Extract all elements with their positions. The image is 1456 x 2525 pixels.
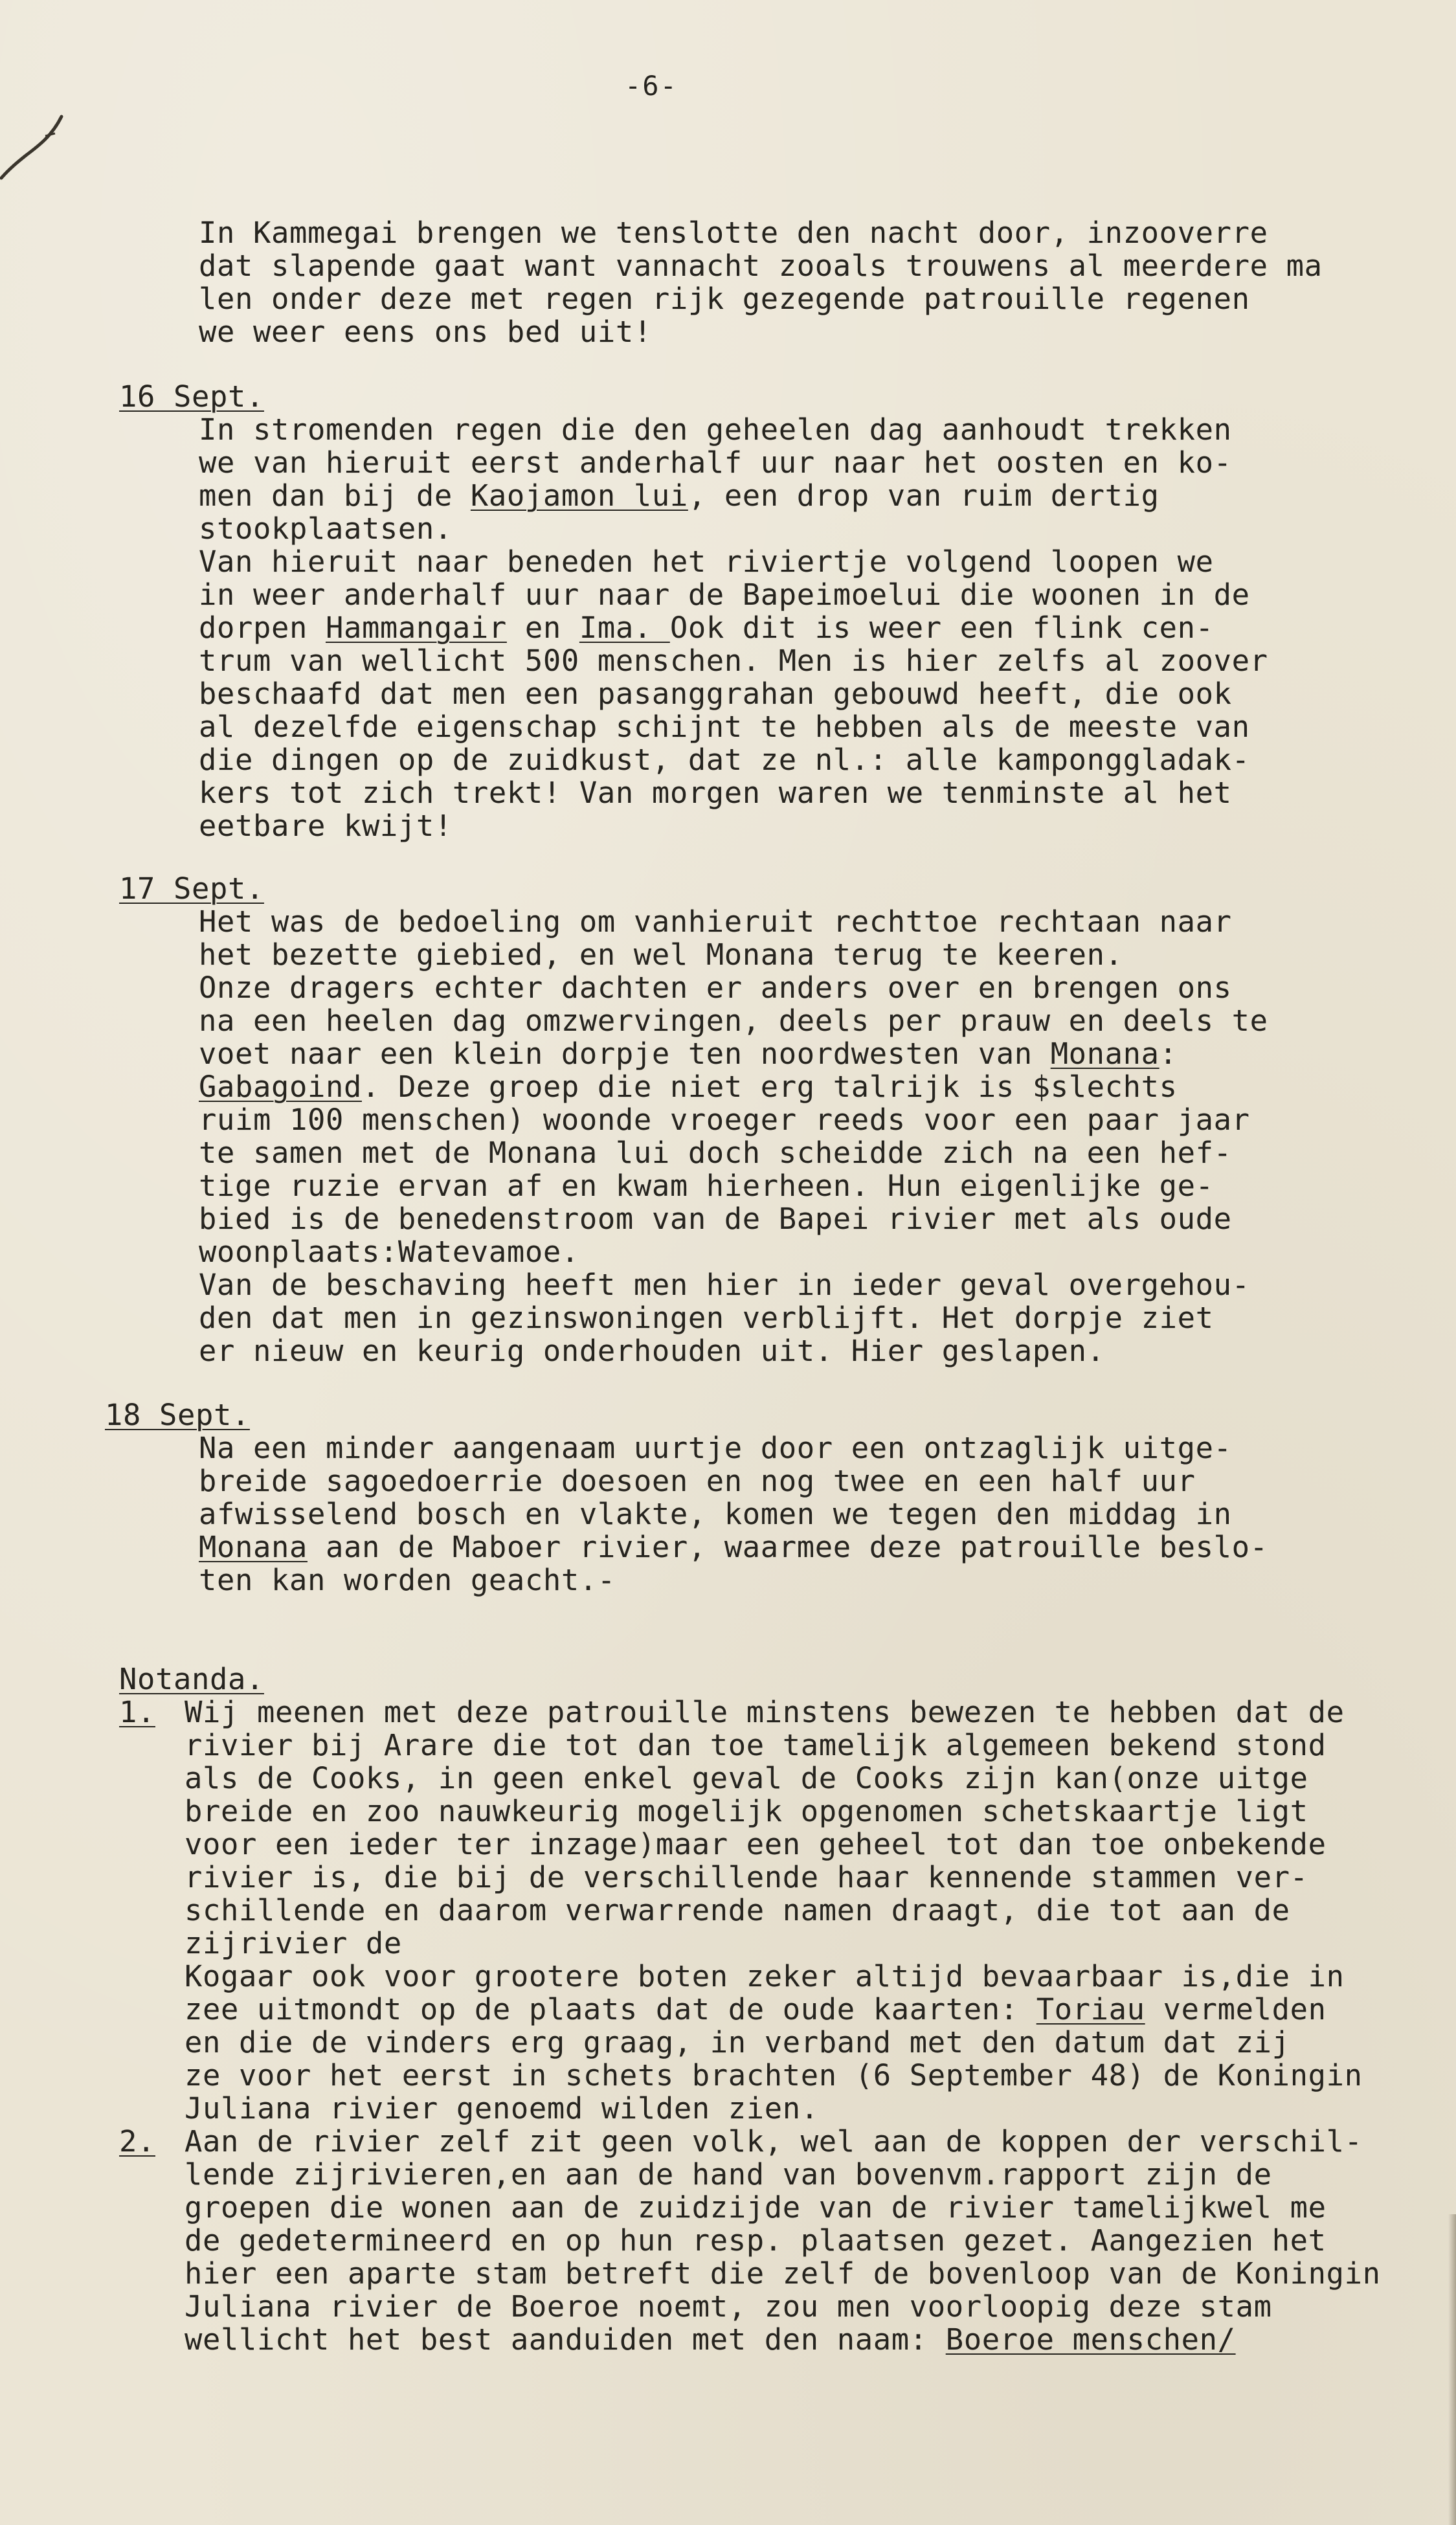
entry-line: tige ruzie ervan af en kwam hierheen. Hun eigenlijke ge- [199,1169,1214,1203]
entry-line: te samen met de Monana lui doch scheidde zich na een hef- [199,1136,1232,1170]
note-line: hier een aparte stam betreft die zelf de bovenloop van de Koningin [185,2256,1381,2291]
entry-line: die dingen op de zuidkust, dat ze nl.: alle kamponggladak- [199,743,1250,777]
entry-line: den dat men in gezinswoningen verblijft. Het dorpje ziet [199,1301,1214,1335]
note-line: ze voor het eerst in schets brachten (6 September 48) de Koningin [185,2058,1363,2093]
entry-line: Monana aan de Maboer rivier, waarmee deze patrouille beslo- [199,1530,1268,1564]
entry-line: ruim 100 menschen) woonde vroeger reeds voor een paar jaar [199,1103,1250,1137]
entry-line: Het was de bedoeling om vanhieruit rechttoe rechtaan naar [199,904,1232,939]
note-number: 2. [119,2124,155,2159]
entry-line: ten kan worden geacht.- [199,1563,616,1597]
intro-line: dat slapende gaat want vannacht zooals trouwens al meerdere ma [199,249,1323,283]
note-line: wellicht het best aanduiden met den naam: Boeroe menschen/ [185,2322,1236,2357]
note-line: rivier bij Arare die tot dan toe tamelijk algemeen bekend stond [185,1728,1327,1762]
entry-line: Onze dragers echter dachten er anders over en brengen ons [199,971,1232,1005]
note-line: Juliana rivier de Boeroe noemt, zou men voorloopig deze stam [185,2289,1272,2324]
note-line: Aan de rivier zelf zit geen volk, wel aan de koppen der verschil- [185,2124,1363,2159]
entry-line: eetbare kwijt! [199,809,453,843]
entry-line: al dezelfde eigenschap schijnt te hebben als de meeste van [199,710,1250,744]
note-line: Wij meenen met deze patrouille minstens bewezen te hebben dat de [185,1695,1345,1729]
note-line: schillende en daarom verwarrende namen draagt, die tot aan de [185,1893,1290,1927]
notes-heading: Notanda. [119,1662,264,1696]
entry-line: In stromenden regen die den geheelen dag aanhoudt trekken [199,412,1232,447]
note-line: lende zijrivieren,en aan de hand van bovenvm.rapport zijn de [185,2157,1272,2192]
note-number: 1. [119,1695,155,1729]
entry-line: Gabagoind. Deze groep die niet erg talrijk is $slechts [199,1070,1178,1104]
entry-line: we van hieruit eerst anderhalf uur naar het oosten en ko- [199,445,1232,480]
note-line: breide en zoo nauwkeurig mogelijk opgenomen schetskaartje ligt [185,1794,1308,1828]
entry-line: dorpen Hammangair en Ima. Ook dit is weer een flink cen- [199,611,1214,645]
margin-ink-mark [0,110,71,181]
note-line: als de Cooks, in geen enkel geval de Cooks zijn kan(onze uitge [185,1761,1308,1795]
entry-line: na een heelen dag omzwervingen, deels per prauw en deels te [199,1004,1268,1038]
note-line: de gedetermineerd en op hun resp. plaatsen gezet. Aangezien het [185,2223,1327,2258]
entry-line: bied is de benedenstroom van de Bapei rivier met als oude [199,1202,1232,1236]
entry-line: trum van wellicht 500 menschen. Men is hier zelfs al zoover [199,644,1268,678]
entry-line: in weer anderhalf uur naar de Bapeimoelui die woonen in de [199,578,1250,612]
page-number: -6- [625,70,678,102]
entry-line: afwisselend bosch en vlakte, komen we tegen den middag in [199,1497,1232,1531]
entry-line: men dan bij de Kaojamon lui, een drop van ruim dertig [199,478,1159,513]
note-line: Juliana rivier genoemd wilden zien. [185,2091,819,2126]
entry-line: Van hieruit naar beneden het riviertje volgend loopen we [199,544,1214,579]
page-edge-shadow [1448,2214,1456,2525]
entry-line: Na een minder aangenaam uurtje door een ontzaglijk uitge- [199,1431,1232,1465]
entry-line: beschaafd dat men een pasanggrahan gebouwd heeft, die ook [199,677,1232,711]
entry-line: breide sagoedoerrie doesoen en nog twee en een half uur [199,1464,1196,1498]
note-line: zee uitmondt op de plaats dat de oude kaarten: Toriau vermelden [185,1992,1327,2026]
entry-line: voet naar een klein dorpje ten noordwesten van Monana: [199,1037,1178,1071]
entry-date: 16 Sept. [119,379,264,414]
note-line: en die de vinders erg graag, in verband met den datum dat zij [185,2025,1290,2059]
note-line: Kogaar ook voor grootere boten zeker altijd bevaarbaar is,die in [185,1959,1345,1993]
intro-line: we weer eens ons bed uit! [199,315,652,349]
note-line: groepen die wonen aan de zuidzijde van de rivier tamelijkwel me [185,2190,1327,2225]
note-line: rivier is, die bij de verschillende haar kennende stammen ver- [185,1860,1308,1894]
entry-line: Van de beschaving heeft men hier in ieder geval overgehou- [199,1268,1250,1302]
entry-line: stookplaatsen. [199,511,453,546]
entry-line: het bezette giebied, en wel Monana terug te keeren. [199,937,1123,972]
entry-line: woonplaats:Watevamoe. [199,1235,579,1269]
intro-line: len onder deze met regen rijk gezegende patrouille regenen [199,282,1250,316]
entry-date: 18 Sept. [105,1398,250,1432]
entry-line: er nieuw en keurig onderhouden uit. Hier geslapen. [199,1334,1105,1368]
note-line: zijrivier de [185,1926,402,1960]
note-line: voor een ieder ter inzage)maar een geheel tot dan toe onbekende [185,1827,1327,1861]
entry-date: 17 Sept. [119,871,264,906]
intro-line: In Kammegai brengen we tenslotte den nacht door, inzooverre [199,216,1268,250]
entry-line: kers tot zich trekt! Van morgen waren we tenminste al het [199,776,1232,810]
